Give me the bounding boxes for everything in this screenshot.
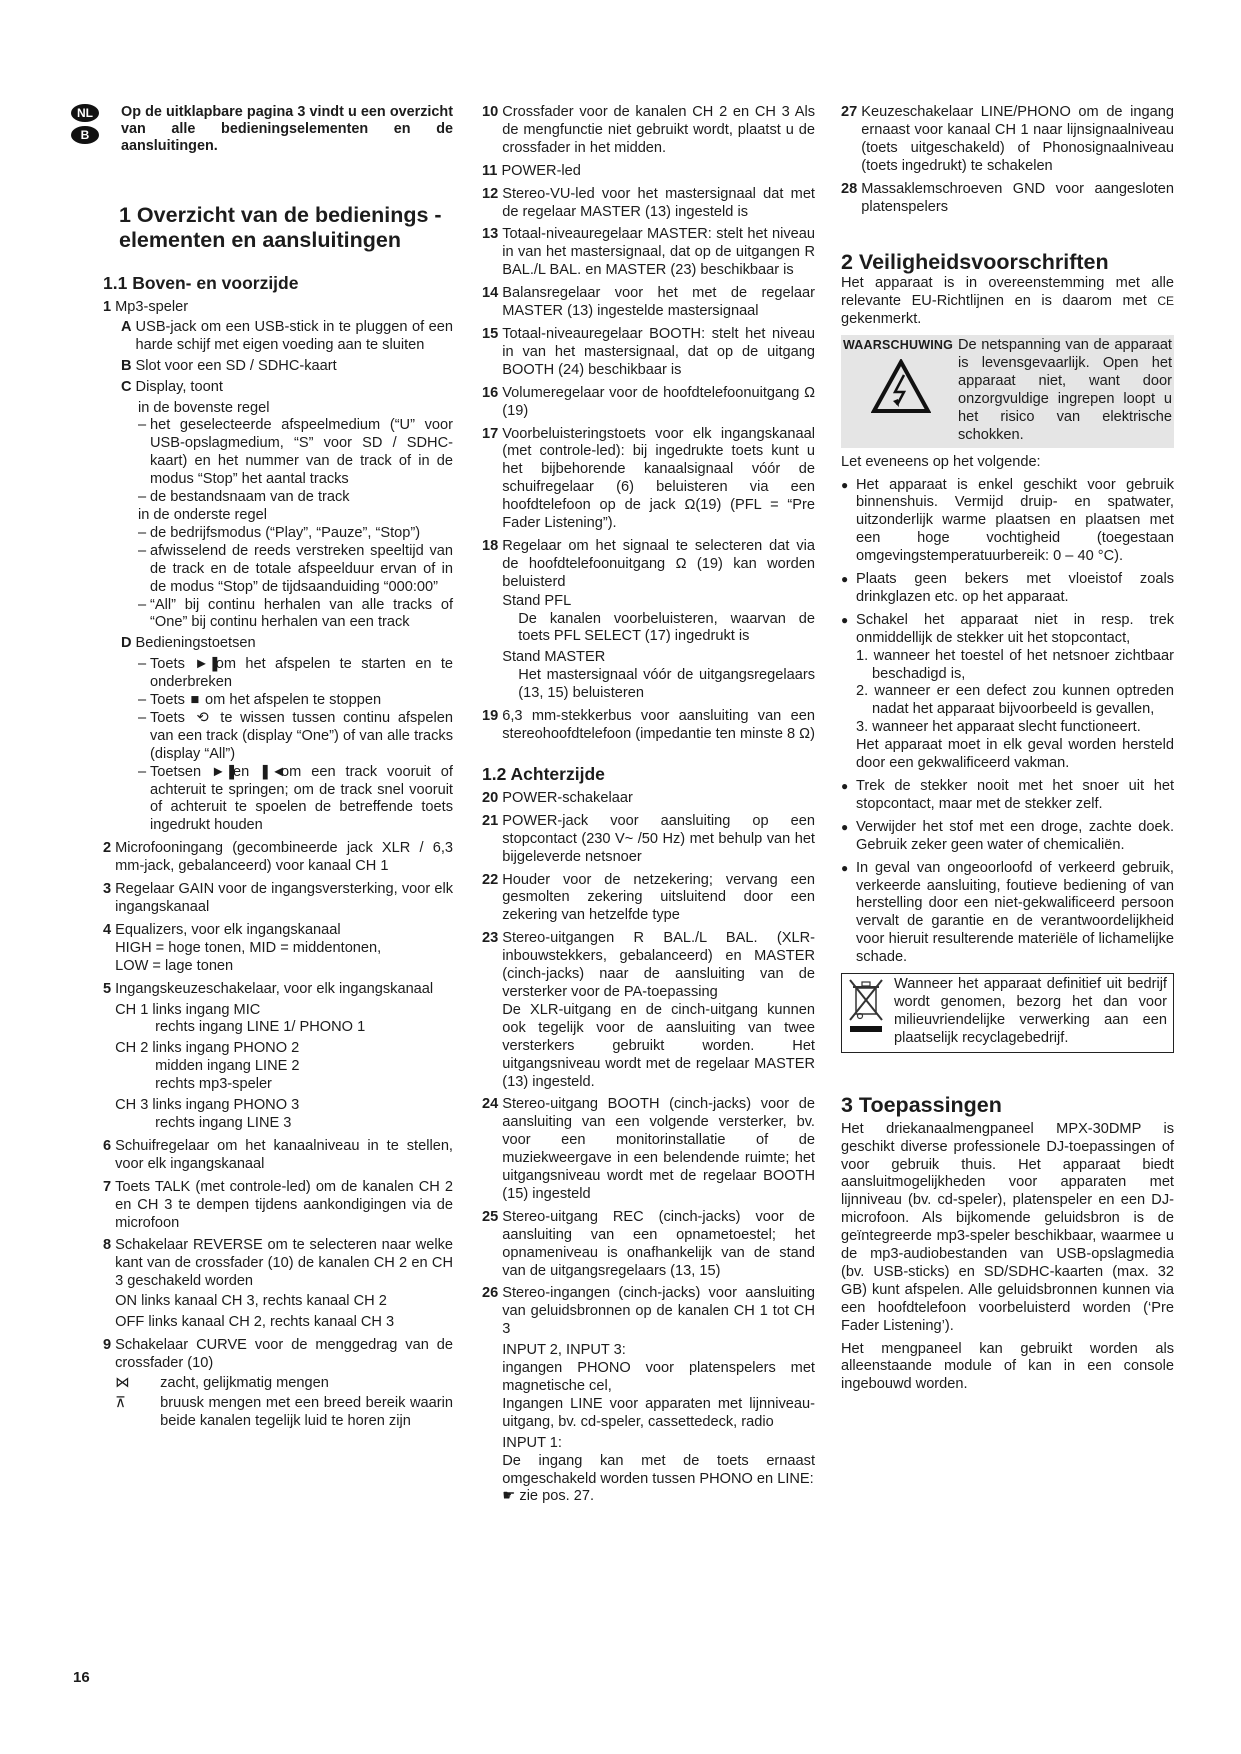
bullet-subitem: 3. wanneer het apparaat slecht functioneert. [856, 719, 1141, 736]
section-3-paragraph-1: Het driekanaalmengpaneel MPX-30DMP is geschikt diverse professionele DJ-toepassingen of voor gebruik thuis. Het apparaat biedt aansluitmogelijkheden voor apparaten met lijnniveau (bv. cd-speler), platenspeler en een DJ-microfoon. Als bijkomende geluidsbron is de geïntegreerde mp3-speler beschikbaar, waarmee u de mp3-audiobestanden van USB-opslagmedia (bv. USB-sticks) en SD/SDHC-kaarten (max. 32 GB) kunt afspelen. Alle geluidsbronnen kunnen via een hoofdtelefoon voorbeluisterd worden (‘Pre Fader Listening’). [841, 1120, 1174, 1334]
dash-item: – het geselecteerde afspeelmedium (“U” voor USB-opslagmedium, “S” voor SD / SDHC-kaart) en het nummer van de track of in de modus “Stop” het aantal tracks [138, 417, 453, 488]
item-text: Volumeregelaar voor de hoofdtelefoonuitgang [502, 384, 800, 401]
bullet-subitem: Het apparaat moet in elk geval worden hersteld door een gekwalificeerd vakman. [856, 737, 1174, 772]
next-track-icon: ►❚ [211, 763, 238, 780]
bullet-text: Het apparaat is enkel geschikt voor gebruik binnenshuis. Vermijd druip- en spatwater, uitzonderlijk warme plaatsen en plaatsen met een hoge vochtigheid (toegestaan omgevingstemperatuurbereik: 0 – 40 °C). [856, 476, 1174, 565]
bullet-subitem: 2. wanneer er een defect zou kunnen optreden nadat het apparaat bijvoorbeeld is gevallen, [856, 683, 1174, 718]
item-text: Balansregelaar voor het met de regelaar MASTER (13) ingestelde mastersignaal [502, 285, 815, 320]
dash-item: – “All” bij continu herhalen van alle tracks of “One” bij continu herhalen van een track [138, 596, 453, 631]
bullet-text: Trek de stekker nooit met het snoer uit het stopcontact, maar met de stekker zelf. [856, 778, 1174, 812]
bullet-text: In geval van ongeoorloofd of verkeerd gebruik, verkeerde aansluiting, foutieve bediening of van herstelling door een niet-gekwalificeerd persoon vervalt de garantie en de verantwoordelijkheid voor hieruit resulterende materiële of lichamelijke schade. [856, 859, 1174, 966]
item-1-a-text: USB-jack om een USB-stick in te pluggen of een harde schijf met eigen voeding aan te sluiten [135, 318, 453, 353]
item-10 [482, 104, 815, 158]
safety-bullet: ● Trek de stekker nooit met het snoer uit het stopcontact, maar met de stekker zelf. [841, 778, 1174, 812]
item-text: Stereo-VU-led voor het mastersignaal dat met de regelaar MASTER (13) ingesteld is [502, 185, 815, 220]
item-11 [482, 163, 815, 181]
item-text: POWER-led [501, 162, 581, 179]
item-number: 28 [841, 180, 858, 197]
item-text: (19) [502, 402, 529, 419]
item-text: Schakelaar CURVE voor de menggedrag van de crossfader (10) [115, 1336, 453, 1371]
item-18 [482, 538, 815, 703]
safety-bullet: ● In geval van ongeoorloofd of verkeerd gebruik, verkeerde aansluiting, foutieve bediening of van herstelling door een niet-gekwalificeerd persoon vervalt de garantie en de verantwoordelijkheid voor hieruit resulterende materiële of lichamelijke schade. [841, 859, 1174, 966]
play-pause-icon: ►❚ [194, 656, 221, 673]
dash-text: het geselecteerde afspeelmedium (“U” voor USB-opslagmedium, “S” voor SD / SDHC-kaart) en het nummer van de track of in de modus “Stop” het aantal tracks [150, 417, 453, 488]
item-28 [841, 181, 1174, 217]
item-1-a: A USB-jack om een USB-stick in te pluggen of een harde schijf met eigen voeding aan te sluiten [121, 318, 453, 353]
item-number: 7 [103, 1178, 112, 1195]
item-text: Microfooningang (gecombineerde jack XLR / 6,3 mm-jack, gebalanceerd) voor kanaal CH 1 [115, 840, 453, 875]
input-1-text: De ingang kan met de toets ernaast omgeschakeld worden tussen PHONO en LINE: [502, 1452, 815, 1487]
item-text: LOW = lage tonen [115, 957, 234, 974]
item-text: Ingangskeuzeschakelaar, voor elk ingangskanaal [115, 980, 434, 997]
item-1-b: B Slot voor een SD / SDHC-kaart [121, 358, 453, 376]
stand-master-text: Het mastersignaal vóór de uitgangsregelaars (13, 15) beluisteren [518, 667, 815, 702]
item-text: Regelaar GAIN voor de ingangsversterking, voor elk ingangskanaal [115, 881, 453, 915]
curve-sharp-text: bruusk mengen met een breed bereik waarin beide kanalen tegelijk luid te horen zijn [160, 1394, 453, 1429]
input-1-label: INPUT 1: [502, 1434, 562, 1451]
item-2 [103, 840, 453, 876]
item-1 [103, 299, 453, 317]
section-2-title: 2 Veiligheidsvoorschriften [841, 250, 1109, 275]
sharp-curve-icon: ⊼ [115, 1394, 126, 1411]
item-text: Equalizers, voor elk ingangskanaal [115, 921, 341, 938]
item-number: 4 [103, 921, 112, 938]
item-14 [482, 285, 815, 321]
dash-item: – Toets ►❚ om het afspelen te starten en te onderbreken [138, 656, 453, 691]
item-number: 3 [103, 881, 112, 898]
display-bottom-line: in de onderste regel [138, 506, 267, 523]
dash-item: – de bedrijfsmodus (“Play”, “Pauze”, “Stop”) [138, 525, 453, 543]
item-9 [103, 1337, 453, 1431]
key-label: Toetsen [150, 763, 202, 780]
item-text: Toets TALK (met controle-led) om de kanalen CH 2 en CH 3 te dempen tijdens aankondigingen via de microfoon [115, 1178, 453, 1231]
item-text: Stereo-uitgangen R BAL./L BAL. (XLR-inbouwstekkers, gebalanceerd) en MASTER (cinch-jacks) naar de aansluiting van de versterker voor de PA-toepassing [502, 930, 815, 1000]
item-text: Stereo-uitgang BOOTH (cinch-jacks) voor de aansluiting van een volgende versterker, bv. voor een monitorinstallatie of de muziekweergave in een belendende ruimte; het uitgangsniveau wordt met de regelaar BOOTH (15) ingesteld [502, 1096, 815, 1202]
item-26 [482, 1285, 815, 1506]
key-label: Toets [150, 709, 185, 726]
item-text: POWER-jack voor aansluiting op een stopcontact (230 V~ /50 Hz) met behulp van het bijgeleverde netsnoer [502, 812, 815, 865]
item-6 [103, 1138, 453, 1174]
column-2 [482, 104, 815, 1511]
headphones-icon: Ω [675, 555, 687, 572]
dash-text: de bestandsnaam van de track [150, 489, 350, 506]
key-desc: te wissen tussen continu afspelen van een track (display “One”) of van alle tracks (display “All”) [150, 709, 453, 762]
reverse-off: OFF links kanaal CH 2, rechts kanaal CH 3 [115, 1314, 395, 1331]
item-number: 26 [482, 1285, 499, 1302]
reverse-on: ON links kanaal CH 3, rechts kanaal CH 2 [115, 1293, 387, 1310]
item-text: Stereo-uitgang REC (cinch-jacks) voor de aansluiting van een opnametoestel; het opnameniveau is onafhankelijk van de stand van de uitgangsregelaars (13, 15) [502, 1208, 815, 1279]
item-number: 13 [482, 226, 499, 243]
crossed-bin-icon [846, 976, 886, 1038]
channel-1-right: rechts ingang LINE 1/ PHONO 1 [155, 1019, 366, 1036]
item-number: 2 [103, 840, 112, 857]
section-3-title: 3 Toepassingen [841, 1092, 1002, 1117]
item-text: (19) (PFL = “Pre Fader Listening”). [502, 497, 815, 532]
channel-2-right: rechts mp3-speler [155, 1076, 272, 1093]
item-25 [482, 1209, 815, 1281]
item-1-c: C Display, toont [121, 379, 453, 397]
item-number: 22 [482, 871, 499, 888]
safety-bullet: ● Plaats geen bekers met vloeistof zoals drinkglazen etc. op het apparaat. [841, 571, 1174, 605]
safety-bullet: ● Schakel het apparaat niet in resp. trek onmiddellijk de stekker uit het stopcontact, 1. wanneer het toestel of het netsnoer zichtbaar beschadigd is, 2. wanneer er een defect zou kunnen optreden nadat het apparaat bijvoorbeeld is gevallen, 3. wanneer het apparaat slecht functioneert. Het apparaat moet in elk geval worden hersteld door een gekwalificeerd vakman. [841, 611, 1174, 772]
item-number: 20 [482, 789, 499, 806]
channel-3-left: CH 3 links ingang PHONO 3 [115, 1097, 300, 1114]
headphones-icon: Ω [804, 384, 815, 401]
item-text: De XLR-uitgang en de cinch-uitgang kunnen ook tegelijk voor de aansluiting van twee versterkers gebruikt worden. Het uitgangsniveau wordt met de regelaar MASTER (13) ingesteld. [502, 1001, 815, 1090]
item-22 [482, 872, 815, 926]
item-number: 16 [482, 384, 499, 401]
item-17 [482, 426, 815, 533]
item-text: Schakelaar REVERSE om te selecteren naar welke kant van de crossfader (10) de kanalen CH 2 en CH 3 geschakeld worden [115, 1237, 453, 1290]
item-text: Massaklemschroeven GND voor aangesloten platenspelers [861, 180, 1174, 215]
dash-text: de bedrijfsmodus (“Play”, “Pauze”, “Stop”) [150, 524, 421, 541]
item-text: Mp3-speler [115, 299, 189, 315]
key-desc: om het afspelen te stoppen [205, 692, 382, 709]
item-5 [103, 981, 453, 1133]
bullet-subitem: 1. wanneer het toestel of het netsnoer zichtbaar beschadigd is, [856, 647, 1174, 682]
item-number: 1 [103, 299, 112, 315]
item-1-d: D Bedieningstoetsen [121, 635, 453, 653]
input-2-3-text: Ingangen LINE voor apparaten met lijnniveau-uitgang, bv. cd-speler, cassettedeck, radio [502, 1395, 815, 1430]
item-text: Totaal-niveauregelaar BOOTH: stelt het niveau in van het mastersignaal, dat op de uitgang BOOTH (24) beschikbaar is [502, 325, 815, 378]
section-2-intro-text: gekenmerkt. [841, 311, 922, 328]
stand-pfl-text: De kanalen voorbeluisteren, waarvan de toets PFL SELECT (17) ingedrukt is [518, 610, 815, 645]
item-text: Voorbeluisteringstoets voor elk ingangskanaal (met controle-led): bij ingedrukte toets kunt u het bijbehorende kanaalsignaal vóór de schuifregelaar (6) beluisteren via een hoofdtelefoon op de jack [502, 425, 815, 514]
item-1-c-text: Display, toont [135, 378, 223, 395]
curve-soft-text: zacht, gelijkmatig mengen [160, 1374, 329, 1391]
item-text: 6,3 mm-stekkerbus voor aansluiting van een stereohoofdtelefoon (impedantie ten minste 8 Ω) [502, 708, 815, 742]
item-number: 23 [482, 930, 499, 947]
intro-text: Op de uitklapbare pagina 3 vindt u een overzicht van alle bedieningselementen en de aansluitingen. [121, 104, 453, 154]
language-flags [71, 104, 99, 148]
item-number: 6 [103, 1137, 112, 1154]
item-13 [482, 226, 815, 280]
item-number: 11 [482, 162, 498, 179]
item-20 [482, 790, 815, 808]
item-24 [482, 1096, 815, 1203]
channel-2-left: CH 2 links ingang PHONO 2 [115, 1040, 300, 1057]
item-15 [482, 326, 815, 380]
item-23 [482, 930, 815, 1091]
section-2-note: Let eveneens op het volgende: [841, 453, 1041, 470]
section-3-paragraph-2: Het mengpaneel kan gebruikt worden als alleenstaande module of kan in een console ingebouwd worden. [841, 1340, 1174, 1393]
section-2-intro-text: Het apparaat is in overeenstemming met alle relevante EU-Richtlijnen en is daarom met [841, 275, 1174, 310]
item-number: 15 [482, 325, 499, 342]
warning-box [841, 335, 1174, 447]
pointing-hand-icon: ☛ [502, 1488, 516, 1505]
warning-label: WAARSCHUWING [843, 338, 954, 353]
item-number: 10 [482, 104, 499, 120]
input-2-3-text: ingangen PHONO voor platenspelers met magnetische cel, [502, 1360, 815, 1394]
item-number: 8 [103, 1237, 112, 1254]
ce-mark: CE [1157, 294, 1174, 309]
key-label: en [232, 763, 250, 780]
flag-nl: NL [71, 104, 99, 122]
bullet-text: Schakel het apparaat niet in resp. trek onmiddellijk de stekker uit het stopcontact, [856, 611, 1174, 646]
item-number: 18 [482, 537, 499, 554]
recycling-text: Wanneer het apparaat definitief uit bedrijf wordt genomen, bezorg het dan voor milieuvriendelijke verwerking aan een plaatselijk recyclagebedrijf. [894, 976, 1167, 1046]
flag-b: B [71, 126, 99, 144]
section-1-title [119, 203, 453, 253]
item-12 [482, 186, 815, 222]
item-21 [482, 813, 815, 867]
item-number: 5 [103, 980, 112, 997]
dash-item: – afwisselend de reeds verstreken speeltijd van de track en de totale afspeelduur ervan of in de modus “Stop” de tijdsaanduiding “000:00” [138, 542, 453, 595]
item-number: 12 [482, 185, 499, 202]
recycling-box [841, 973, 1174, 1053]
item-text: Keuzeschakelaar LINE/PHONO om de ingang ernaast voor kanaal CH 1 naar lijnsignaalniveau (toets uitgeschakeld) of Phonosignaalniveau (toets ingedrukt) te schakelen [861, 104, 1174, 174]
item-text: Schuifregelaar om het kanaalniveau in te stellen, voor elk ingangskanaal [115, 1137, 453, 1172]
channel-3-right: rechts ingang LINE 3 [155, 1114, 292, 1131]
item-16 [482, 385, 815, 421]
item-text: (19) kan worden beluisterd [502, 555, 815, 590]
key-label: Toets [150, 656, 185, 673]
item-3 [103, 881, 453, 917]
safety-bullet: ● Verwijder het stof met een droge, zachte doek. Gebruik zeker geen water of chemicaliën. [841, 818, 1174, 853]
item-number: 17 [482, 425, 499, 442]
column-1 [103, 104, 453, 1435]
item-number: 21 [482, 812, 499, 829]
item-text: HIGH = hoge tonen, MID = middentonen, [115, 939, 382, 956]
bullet-text: Plaats geen bekers met vloeistof zoals drinkglazen etc. op het apparaat. [856, 571, 1174, 605]
stop-icon: ■ [190, 692, 200, 709]
subsection-1-2-title: 1.2 Achterzijde [482, 763, 605, 784]
key-desc: om een track vooruit of achteruit te springen; om de track snel vooruit of achteruit te spoelen de betreffende toets ingedrukt houden [150, 763, 453, 834]
key-label: Toets [150, 692, 185, 709]
dash-item: – Toets ⟲ te wissen tussen continu afspelen van een track (display “One”) of van alle tracks (display “All”) [138, 709, 453, 762]
item-1-b-text: Slot voor een SD / SDHC-kaart [135, 357, 337, 374]
input-1-reference: zie pos. 27. [519, 1488, 595, 1505]
item-8 [103, 1237, 453, 1332]
item-number: 25 [482, 1208, 499, 1225]
key-desc: om het afspelen te starten en te onderbreken [150, 656, 453, 691]
dash-item: – de bestandsnaam van de track [138, 489, 453, 507]
dash-text: afwisselend de reeds verstreken speeltijd van de track en de totale afspeelduur ervan of in de modus “Stop” de tijdsaanduiding “000:00” [150, 542, 453, 595]
subsection-1-1-title: 1.1 Boven- en voorzijde [103, 273, 299, 293]
item-4 [103, 922, 453, 976]
item-19 [482, 708, 815, 744]
item-number: 27 [841, 104, 858, 120]
item-number: 14 [482, 285, 499, 302]
item-text: POWER-schakelaar [502, 789, 633, 806]
item-text: Stereo-ingangen (cinch-jacks) voor aansluiting van geluidsbronnen op de kanalen CH 1 tot CH 3 [502, 1285, 815, 1338]
repeat-icon: ⟲ [196, 709, 209, 726]
warning-text: De netspanning van de apparaat is levensgevaarlijk. Open het apparaat niet, want door onzorgvuldige ingrepen loopt u het risico van elektrische schokken. [958, 337, 1172, 443]
dash-text: “All” bij continu herhalen van alle tracks of “One” bij continu herhalen van een track [150, 596, 453, 631]
dash-item: – Toets ■ om het afspelen te stoppen [138, 692, 382, 709]
bullet-text: Verwijder het stof met een droge, zachte doek. Gebruik zeker geen water of chemicaliën. [856, 818, 1174, 853]
item-text: Regelaar om het signaal te selecteren dat via de hoofdtelefoonuitgang [502, 537, 815, 572]
previous-track-icon: ❚◄ [259, 763, 286, 780]
item-27 [841, 104, 1174, 176]
column-3 [841, 104, 1174, 1394]
input-2-3-label: INPUT 2, INPUT 3: [502, 1342, 626, 1359]
item-7 [103, 1179, 453, 1233]
stand-pfl: Stand PFL [502, 592, 572, 609]
item-text: Totaal-niveauregelaar MASTER: stelt het niveau in van het mastersignaal, dat op de uitgangen R BAL./L BAL. en MASTER (23) beschikbaar is [502, 226, 815, 279]
item-number: 9 [103, 1336, 112, 1353]
safety-bullet: ● Het apparaat is enkel geschikt voor gebruik binnenshuis. Vermijd druip- en spatwater, uitzonderlijk warme plaatsen en plaatsen met een hoge vochtigheid (toegestaan omgevingstemperatuurbereik: 0 – 40 °C). [841, 476, 1174, 565]
dash-item: – Toetsen ►❚ en ❚◄ om een track vooruit of achteruit te springen; om de track snel vooruit of achteruit te spoelen de betreffende toets ingedrukt houden [138, 763, 453, 834]
soft-curve-icon: ⋈ [115, 1374, 130, 1391]
item-number: 19 [482, 708, 499, 725]
item-1-d-text: Bedieningstoetsen [135, 635, 256, 652]
section-2-intro [841, 275, 1174, 329]
item-number: 24 [482, 1096, 499, 1113]
stand-master: Stand MASTER [502, 649, 606, 666]
item-text: Crossfader voor de kanalen CH 2 en CH 3 Als de mengfunctie niet gebruikt wordt, plaatst u de crossfader in het midden. [502, 104, 815, 156]
item-text: Houder voor de netzekering; vervang een gesmolten zekering uitsluitend door een zekering van hetzelfde type [502, 871, 815, 924]
channel-2-middle: midden ingang LINE 2 [155, 1058, 300, 1075]
display-top-line: in de bovenste regel [138, 399, 270, 416]
headphones-icon: Ω [684, 497, 696, 514]
section-1-title-text: 1 Overzicht van de bedienings - elementen en aansluitingen [119, 203, 442, 252]
page-number: 16 [73, 1669, 90, 1686]
channel-1-left: CH 1 links ingang MIC [115, 1001, 261, 1018]
electric-hazard-icon [871, 359, 931, 415]
